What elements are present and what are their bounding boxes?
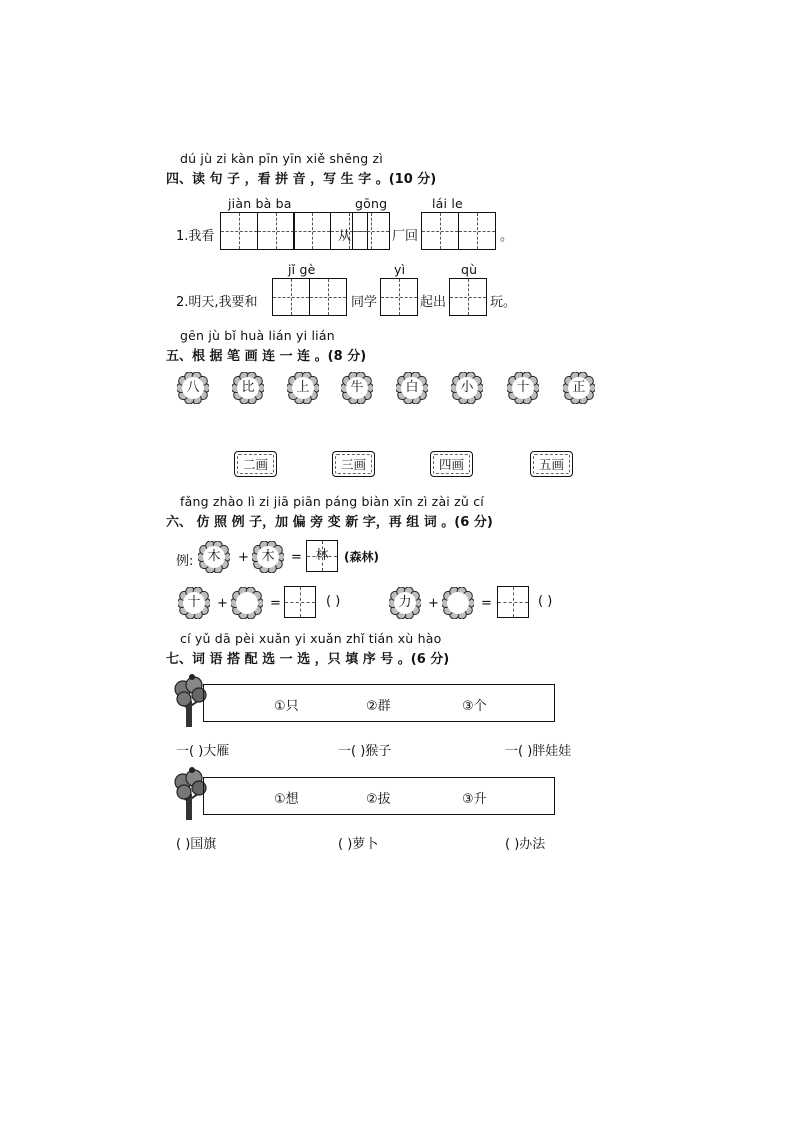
writing-cell[interactable] [449,278,487,316]
option-item: ②拔 [366,792,391,807]
example-result-grid [306,540,338,572]
stroke-count-label: 三画 [341,457,367,472]
option-item: ①只 [274,699,299,714]
example-label: 例: [176,554,194,569]
q1-mid-1: 从 [338,229,352,244]
option-item: ③升 [462,792,487,807]
character-flower[interactable] [563,372,595,404]
flower-char: 十 [516,380,530,395]
stroke-count-box[interactable] [430,451,473,477]
q1-suffix: 。 [500,229,514,244]
flower-char: 木 [261,549,275,564]
flower-badge-blank [442,587,474,619]
stroke-count-label: 二画 [243,457,269,472]
writing-cell[interactable] [257,212,295,250]
flower-char: 白 [405,380,419,395]
q2-mid-1: 同学 [351,295,378,310]
writing-cell[interactable] [293,212,331,250]
writing-cell[interactable] [220,212,258,250]
flower-badge [252,541,284,573]
option-item: ②群 [366,699,391,714]
q1-mid-2: 厂回 [392,229,419,244]
word-blank[interactable]: ( ) [326,594,341,609]
q2-suffix: 玩。 [490,295,517,310]
q1-pinyin-3: lái le [432,196,463,211]
example-result-char: 林 [315,548,329,563]
flower-char: 比 [241,380,255,395]
equals-sign: = [270,596,281,611]
section7-title: 七、词 语 搭 配 选 一 选 ，只 填 序 号 。(6 分) [166,652,450,667]
stroke-count-box[interactable] [332,451,375,477]
section6-pinyin: fǎng zhào lì zi jiā piān páng biàn xīn zì zài zǔ cí [180,494,484,509]
fill-blank-item[interactable]: 一( )大雁 [176,744,230,759]
answer-grid[interactable] [284,586,316,618]
q2-writing-grid-1[interactable] [272,278,347,316]
writing-cell[interactable] [272,278,310,316]
writing-cell[interactable] [380,278,418,316]
character-flower[interactable] [232,372,264,404]
flower-badge [198,541,230,573]
stroke-count-label: 四画 [439,457,465,472]
q1-prefix: 1.我看 [176,229,215,244]
q2-pinyin-1: jǐ gè [288,262,316,277]
q1-pinyin-2: gōng [355,196,388,211]
flower-char: 正 [572,380,586,395]
flower-badge-blank [231,587,263,619]
character-flower[interactable] [451,372,483,404]
flower-char: 牛 [350,380,364,395]
fill-blank-item[interactable]: 一( )猴子 [338,744,392,759]
q2-writing-grid-2[interactable] [380,278,418,316]
section5-pinyin: gēn jù bǐ huà lián yi lián [180,328,335,343]
answer-grid[interactable] [497,586,529,618]
stroke-count-box[interactable] [234,451,277,477]
flower-badge [389,587,421,619]
example-word: (森林) [344,550,379,564]
q2-prefix: 2.明天,我要和 [176,295,258,310]
q1-pinyin-1: jiàn bà ba [228,196,292,211]
flower-char: 十 [187,595,201,610]
flower-char: 上 [296,380,310,395]
word-blank[interactable]: ( ) [538,594,553,609]
character-flower[interactable] [396,372,428,404]
q1-writing-grid-2[interactable] [352,212,390,250]
q2-pinyin-3: qù [461,262,478,277]
flower-char: 力 [398,595,412,610]
q2-writing-grid-3[interactable] [449,278,487,316]
writing-cell[interactable] [421,212,459,250]
equals-sign: = [291,550,302,565]
character-flower[interactable] [287,372,319,404]
fill-blank-item[interactable]: ( )萝卜 [338,837,379,852]
section4-title: 四、读 句 子 ，看 拼 音 ，写 生 字 。(10 分) [166,172,437,187]
writing-cell[interactable] [309,278,347,316]
flower-char: 小 [460,380,474,395]
writing-cell[interactable] [352,212,390,250]
character-flower[interactable] [177,372,209,404]
q2-pinyin-2: yì [394,262,406,277]
stroke-count-box[interactable] [530,451,573,477]
flower-icon [231,587,263,619]
flower-char: 木 [207,549,221,564]
flower-badge [178,587,210,619]
plus-sign: + [238,550,249,565]
word-options-box [203,684,555,722]
q2-mid-2: 起出 [420,295,447,310]
option-item: ①想 [274,792,299,807]
section7-pinyin: cí yǔ dā pèi xuǎn yi xuǎn zhǐ tián xù hào [180,631,442,646]
equals-sign: = [481,596,492,611]
fill-blank-item[interactable]: ( )国旗 [176,837,217,852]
q1-writing-grid-3[interactable] [421,212,496,250]
character-flower[interactable] [507,372,539,404]
fill-blank-item[interactable]: ( )办法 [505,837,546,852]
character-flower[interactable] [341,372,373,404]
stroke-count-label: 五画 [539,457,565,472]
flower-icon [442,587,474,619]
section5-title: 五、根 据 笔 画 连 一 连 。(8 分) [166,349,367,364]
option-item: ③个 [462,699,487,714]
flower-char: 八 [186,380,200,395]
word-options-box [203,777,555,815]
plus-sign: + [428,596,439,611]
fill-blank-item[interactable]: 一( )胖娃娃 [505,744,572,759]
plus-sign: + [217,596,228,611]
section4-pinyin: dú jù zi kàn pīn yīn xiě shēng zì [180,151,383,166]
section6-title: 六、 仿 照 例 子，加 偏 旁 变 新 字，再 组 词 。(6 分) [166,515,493,530]
writing-cell[interactable] [458,212,496,250]
